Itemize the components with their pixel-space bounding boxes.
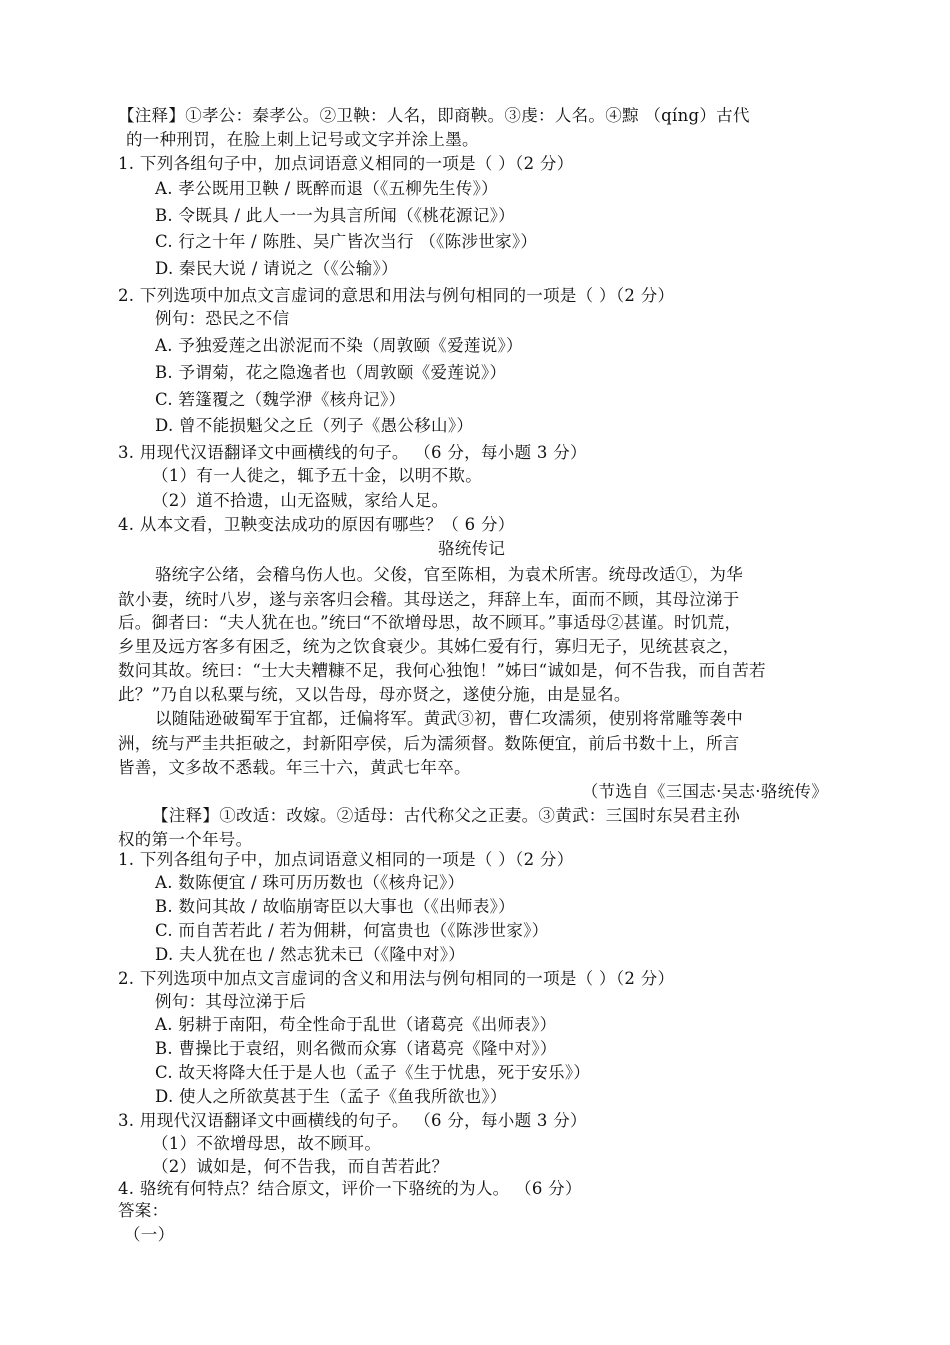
passage-line: 乡里及远方客多有困乏，统为之饮食衰少。其姊仁爱有行，寡归无子，见统甚哀之， [118,637,740,656]
question-3-stem: 3. 用现代汉语翻译文中画横线的句子。 （6 分，每小题 3 分） [118,1111,587,1130]
passage-title: 骆统传记 [438,539,506,558]
passage-line: 皆善，文多故不悉载。年三十六，黄武七年卒。 [118,758,471,777]
question-4: 4. 骆统有何特点？结合原文，评价一下骆统的为人。 （6 分） [118,1179,582,1198]
question-1-option-a: A. 孝公既用卫鞅 / 既醉而退（《五柳先生传》） [155,179,498,198]
question-1-option-b: B. 令既具 / 此人一一为具言所闻（《桃花源记》） [155,206,515,225]
question-1-option-c: C. 而自苦若此 / 若为佣耕，何富贵也（《陈涉世家》） [155,921,549,940]
passage-line: 数问其故。统曰：“士大夫糟糠不足，我何心独饱！”姊曰“诚如是，何不告我，而自苦若 [118,661,766,680]
question-1-stem: 1. 下列各组句子中，加点词语意义相同的一项是（ ）（2 分） [118,850,574,869]
question-3-item-2: （2）诚如是，何不告我，而自苦若此？ [152,1157,449,1176]
passage-line: 洲，统与严圭共拒破之，封新阳亭侯，后为濡须督。数陈便宜，前后书数十上，所言 [118,734,740,753]
question-2-option-a: A. 予独爱莲之出淤泥而不染（周敦颐《爱莲说》） [155,336,523,355]
question-2-option-d: D. 曾不能损魁父之丘（列子《愚公移山》） [155,416,474,435]
note-line-1: 【注释】①改适：改嫁。②适母：古代称父之正妻。③黄武：三国时东吴君主孙 [152,806,740,825]
question-2-option-c: C. 箬篷覆之（魏学洢《核舟记》） [155,390,406,409]
answer-section-heading: （一） [124,1225,175,1244]
question-1-stem: 1. 下列各组句子中，加点词语意义相同的一项是（ ）（2 分） [118,154,574,173]
question-3-item-1: （1）有一人徙之，辄予五十金，以明不欺。 [152,466,482,485]
question-2-example: 例句：恐民之不信 [155,309,290,328]
question-1-option-c: C. 行之十年 / 陈胜、吴广皆次当行 （《陈涉世家》） [155,232,538,251]
question-2-example: 例句：其母泣涕于后 [155,992,307,1011]
question-1-option-a: A. 数陈便宜 / 珠可历历数也（《核舟记》） [155,873,465,892]
question-1-option-d: D. 秦民大说 / 请说之（《公输》） [155,259,398,278]
question-3-stem: 3. 用现代汉语翻译文中画横线的句子。 （6 分，每小题 3 分） [118,443,587,462]
note-line-2: 的一种刑罚，在脸上刺上记号或文字并涂上墨。 [126,130,479,149]
answer-label: 答案： [118,1201,169,1220]
passage-source: （节选自《三国志·吴志·骆统传》 [581,782,828,801]
question-1-option-d: D. 夫人犹在也 / 然志犹未已（《隆中对》） [155,945,466,964]
note-line-1: 【注释】①孝公：秦孝公。②卫鞅：人名，即商鞅。③虔：人名。④黥 （qíng）古代 [118,106,750,125]
question-2-option-b: B. 曹操比于袁绍，则名微而众寡（诸葛亮《隆中对》） [155,1039,557,1058]
question-3-item-2: （2）道不拾遗，山无盗贼，家给人足。 [152,491,449,510]
question-1-option-b: B. 数问其故 / 故临崩寄臣以大事也（《出师表》） [155,897,515,916]
question-2-option-d: D. 使人之所欲莫甚于生（孟子《鱼我所欲也》） [155,1087,507,1106]
passage-line: 歆小妻，统时八岁，遂与亲客归会稽。其母送之，拜辞上车，面而不顾，其母泣涕于 [118,590,740,609]
passage-line: 后。御者曰：“夫人犹在也。”统曰“不欲增母思，故不顾耳。”事适母②甚谨。时饥荒， [118,613,742,632]
note-line-2: 权的第一个年号。 [118,830,253,849]
passage-line: 骆统字公绪，会稽乌伤人也。父俊，官至陈相，为袁术所害。统母改适①，为华 [155,565,743,584]
question-2-option-a: A. 躬耕于南阳，苟全性命于乱世（诸葛亮《出师表》） [155,1015,557,1034]
passage-line: 以随陆逊破蜀军于宜都，迁偏将军。黄武③初，曹仁攻濡须，使别将常雕等袭中 [155,709,743,728]
question-2-stem: 2. 下列选项中加点文言虚词的意思和用法与例句相同的一项是（ ）（2 分） [118,286,675,305]
passage-line: 此？”乃自以私粟与统，又以告母，母亦贤之，遂使分施，由是显名。 [118,685,631,704]
question-2-stem: 2. 下列选项中加点文言虚词的含义和用法与例句相同的一项是（ ）（2 分） [118,969,675,988]
question-2-option-c: C. 故天将降大任于是人也（孟子《生于忧患，死于安乐》） [155,1063,591,1082]
question-4: 4. 从本文看，卫鞅变法成功的原因有哪些？（ 6 分） [118,515,515,534]
question-2-option-b: B. 予谓菊，花之隐逸者也（周敦颐《爱莲说》） [155,363,507,382]
question-3-item-1: （1）不欲增母思，故不顾耳。 [152,1134,382,1153]
